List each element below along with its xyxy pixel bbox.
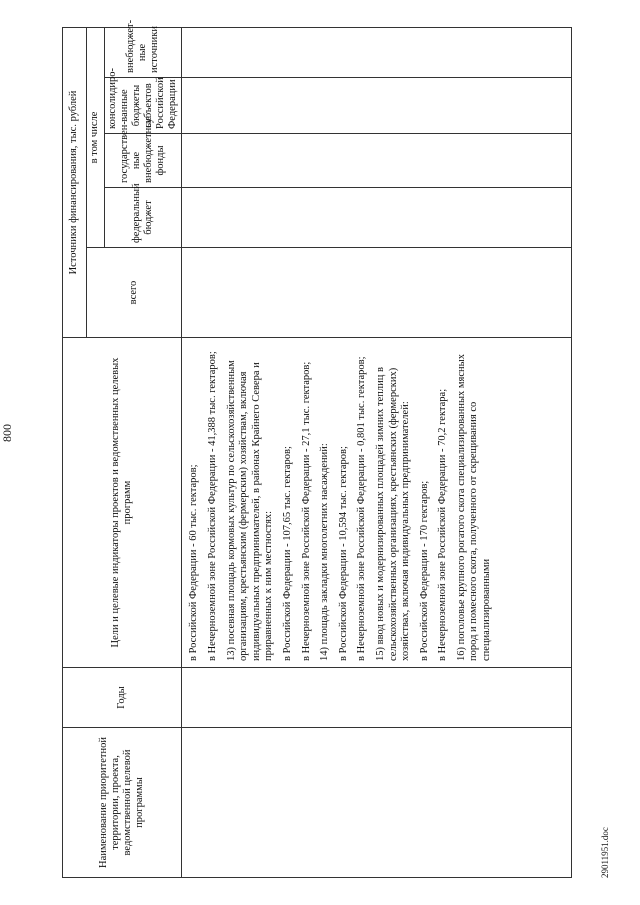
document-filename: 29011951.doc	[600, 827, 610, 878]
cell-extra-empty	[182, 28, 572, 78]
goal-item: в Нечерноземной зоне Российской Федерации - 27,1 тыс. гектаров;	[300, 361, 312, 661]
cell-regional-empty	[182, 78, 572, 134]
header-years: Годы	[63, 668, 182, 728]
cell-total-empty	[182, 248, 572, 338]
goal-item: в Российской Федерации - 170 гектаров;	[418, 480, 430, 661]
goals-cell	[182, 338, 572, 668]
goal-item: в Российской Федерации - 107,65 тыс. гектаров;	[281, 446, 293, 661]
header-goals: Цели и целевые индикаторы проектов и ведомственных целевых программ	[63, 338, 182, 668]
header-state-funds: государствен-ные внебюджетные фонды	[105, 134, 182, 188]
header-extra: внебюджет-ные источники	[105, 28, 182, 78]
goal-item: 16) поголовье крупного рогатого скота специализированных мясных пород и помесного скота, полученного от скрещивания со специализированными	[455, 354, 493, 661]
goal-item: 13) посевная площадь кормовых культур по сельскохозяйственным организациям, крестьянским (фермерским) хозяйствам, включая индивидуальных предпринимателей, в районах Крайнего Севера и приравненных к ним местностях:	[225, 360, 275, 661]
cell-name-empty	[182, 728, 572, 878]
goal-item: 15) ввод новых и модернизированных площадей зимних теплиц в сельскохозяйственных организациях, крестьянских (фермерских) хозяйствах, включая индивидуальных предпринимателей:	[374, 367, 412, 661]
financing-table-sheet	[62, 19, 572, 878]
financing-table	[62, 19, 572, 878]
goal-item: в Нечерноземной зоне Российской Федерации - 70,2 гектара;	[437, 388, 449, 661]
header-name: Наименование приоритетной территории, проекта, ведомственной целевой программы	[63, 728, 182, 878]
cell-state-funds-empty	[182, 134, 572, 188]
goal-item: 14) площадь закладки многолетних насаждений:	[319, 443, 331, 661]
header-regional: консолидиро-ванные бюджеты субъектов Российской Федерации	[105, 78, 182, 134]
goal-item: в Нечерноземной зоне Российской Федерации - 0,801 тыс. гектаров;	[356, 356, 368, 661]
cell-years-empty	[182, 668, 572, 728]
cell-federal-empty	[182, 188, 572, 248]
goal-item: в Нечерноземной зоне Российской Федерации - 41,388 тыс. гектаров;	[206, 351, 218, 661]
page-number: 800	[0, 424, 14, 442]
header-sources: Источники финансирования, тыс. рублей	[63, 28, 87, 338]
goal-item: в Российской Федерации - 10,594 тыс. гектаров;	[337, 446, 349, 661]
header-federal: федеральный бюджет	[105, 188, 182, 248]
header-including: в том числе	[87, 28, 105, 248]
header-total: всего	[87, 248, 182, 338]
goal-item: в Российской Федерации - 60 тыс. гектаров;	[188, 464, 200, 661]
